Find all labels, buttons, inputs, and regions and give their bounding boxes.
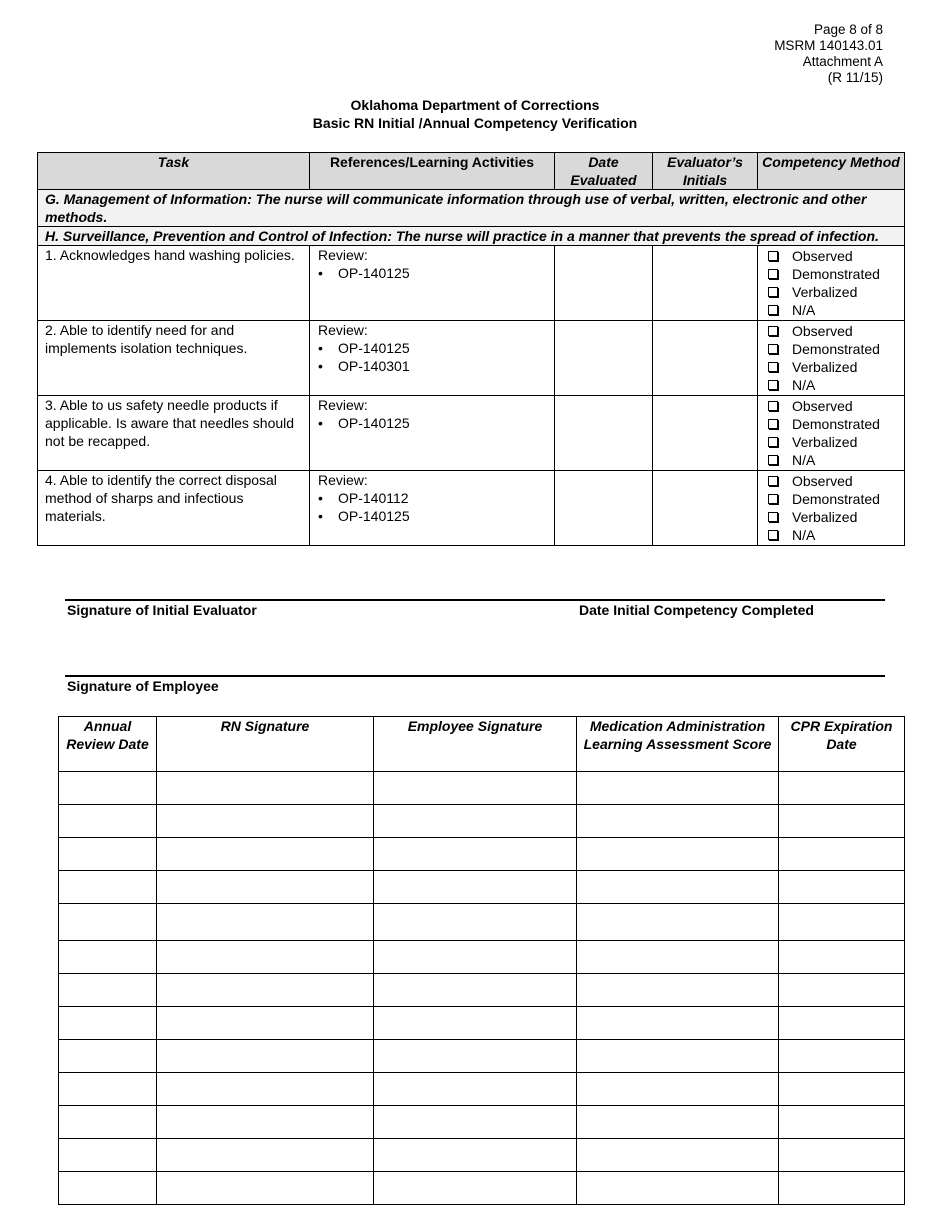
method-demonstrated[interactable]: Demonstrated (768, 490, 903, 508)
initial-evaluator-signature-line[interactable] (65, 599, 885, 601)
table-row (38, 396, 905, 471)
method-verbalized[interactable]: Verbalized (768, 358, 903, 376)
task-cell: 1. Acknowledges hand washing policies. (38, 246, 310, 321)
checkbox-icon[interactable] (768, 494, 778, 504)
checkbox-icon[interactable] (768, 401, 778, 411)
section-g: G. Management of Information: The nurse will communicate information through use of verbal, written, electronic and other methods. (38, 190, 905, 227)
method-observed[interactable]: Observed (768, 247, 903, 265)
method-observed[interactable]: Observed (768, 472, 903, 490)
page-number: Page 8 of 8 (813, 22, 883, 37)
table-row (59, 1007, 905, 1040)
method-cell (758, 396, 905, 471)
references-cell: Review: • OP-140125 • OP-140301 (310, 321, 555, 396)
method-cell (758, 471, 905, 546)
method-demonstrated[interactable]: Demonstrated (768, 340, 903, 358)
date-completed-label: Date Initial Competency Completed (579, 602, 814, 618)
annual-review-table (58, 716, 905, 1205)
evaluator-initials-cell[interactable] (653, 471, 758, 546)
header-employee-signature: Employee Signature (374, 717, 577, 772)
checkbox-icon[interactable] (768, 326, 778, 336)
table-row (38, 246, 905, 321)
method-na[interactable]: N/A (768, 301, 903, 319)
method-demonstrated[interactable]: Demonstrated (768, 265, 903, 283)
table-row (59, 974, 905, 1007)
method-na[interactable]: N/A (768, 451, 903, 469)
date-evaluated-cell[interactable] (555, 471, 653, 546)
method-observed[interactable]: Observed (768, 397, 903, 415)
header-rn-signature: RN Signature (157, 717, 374, 772)
checkbox-icon[interactable] (768, 476, 778, 486)
reference-item: • OP-140125 (318, 339, 546, 357)
method-na[interactable]: N/A (768, 526, 903, 544)
checkbox-icon[interactable] (768, 287, 778, 297)
evaluator-initials-cell[interactable] (653, 246, 758, 321)
employee-signature-line[interactable] (65, 675, 885, 677)
header-med-score: Medication Administration Learning Assessment Score (577, 717, 779, 772)
reference-item: • OP-140125 (318, 264, 546, 282)
competency-header-row (38, 153, 905, 190)
checkbox-icon[interactable] (768, 362, 778, 372)
reference-item: • OP-140125 (318, 414, 546, 432)
checkbox-icon[interactable] (768, 380, 778, 390)
method-verbalized[interactable]: Verbalized (768, 433, 903, 451)
header-competency-method: Competency Method (758, 153, 905, 190)
title-agency: Oklahoma Department of Corrections (350, 97, 600, 113)
table-row (59, 904, 905, 941)
table-row (59, 871, 905, 904)
annual-header-row (59, 717, 905, 772)
task-cell: 4. Able to identify the correct disposal method of sharps and infectious materials. (38, 471, 310, 546)
table-row (38, 471, 905, 546)
date-evaluated-cell[interactable] (555, 396, 653, 471)
checkbox-icon[interactable] (768, 305, 778, 315)
method-cell (758, 321, 905, 396)
table-row (59, 1172, 905, 1205)
date-evaluated-cell[interactable] (555, 321, 653, 396)
checkbox-icon[interactable] (768, 251, 778, 261)
table-row (59, 1139, 905, 1172)
header-date-evaluated: Date Evaluated (555, 153, 653, 190)
header-cpr-date: CPR Expiration Date (779, 717, 905, 772)
table-row (59, 1106, 905, 1139)
evaluator-initials-cell[interactable] (653, 321, 758, 396)
evaluator-initials-cell[interactable] (653, 396, 758, 471)
document-title (0, 96, 950, 132)
revision-label: (R 11/15) (827, 70, 883, 85)
reference-item: • OP-140112 (318, 489, 546, 507)
reference-item: • OP-140125 (318, 507, 546, 525)
initial-evaluator-label: Signature of Initial Evaluator (67, 602, 257, 618)
title-form: Basic RN Initial /Annual Competency Verification (312, 115, 638, 131)
competency-table (37, 152, 905, 546)
table-row (59, 941, 905, 974)
references-cell: Review: • OP-140125 (310, 396, 555, 471)
table-row (59, 805, 905, 838)
date-evaluated-cell[interactable] (555, 246, 653, 321)
table-row (59, 1040, 905, 1073)
document-number: MSRM 140143.01 (774, 38, 883, 53)
checkbox-icon[interactable] (768, 344, 778, 354)
method-verbalized[interactable]: Verbalized (768, 283, 903, 301)
method-observed[interactable]: Observed (768, 322, 903, 340)
table-row (59, 838, 905, 871)
checkbox-icon[interactable] (768, 419, 778, 429)
references-cell: Review: • OP-140125 (310, 246, 555, 321)
checkbox-icon[interactable] (768, 455, 778, 465)
table-row (59, 772, 905, 805)
header-annual-review-date: Annual Review Date (59, 717, 157, 772)
header-task: Task (38, 153, 310, 190)
header-references: References/Learning Activities (310, 153, 555, 190)
table-row (38, 321, 905, 396)
checkbox-icon[interactable] (768, 437, 778, 447)
task-cell: 2. Able to identify need for and implements isolation techniques. (38, 321, 310, 396)
reference-item: • OP-140301 (318, 357, 546, 375)
table-row (59, 1073, 905, 1106)
checkbox-icon[interactable] (768, 512, 778, 522)
employee-signature-label: Signature of Employee (67, 678, 219, 694)
attachment-label: Attachment A (802, 54, 883, 69)
checkbox-icon[interactable] (768, 530, 778, 540)
references-cell: Review: • OP-140112 • OP-140125 (310, 471, 555, 546)
method-verbalized[interactable]: Verbalized (768, 508, 903, 526)
section-h: H. Surveillance, Prevention and Control of Infection: The nurse will practice in a manner that prevents the spread of infection. (38, 227, 905, 246)
header-evaluator-initials: Evaluator’s Initials (653, 153, 758, 190)
method-cell (758, 246, 905, 321)
method-demonstrated[interactable]: Demonstrated (768, 415, 903, 433)
method-na[interactable]: N/A (768, 376, 903, 394)
page-header (774, 22, 883, 86)
checkbox-icon[interactable] (768, 269, 778, 279)
task-cell: 3. Able to us safety needle products if applicable. Is aware that needles should not be recapped. (38, 396, 310, 471)
